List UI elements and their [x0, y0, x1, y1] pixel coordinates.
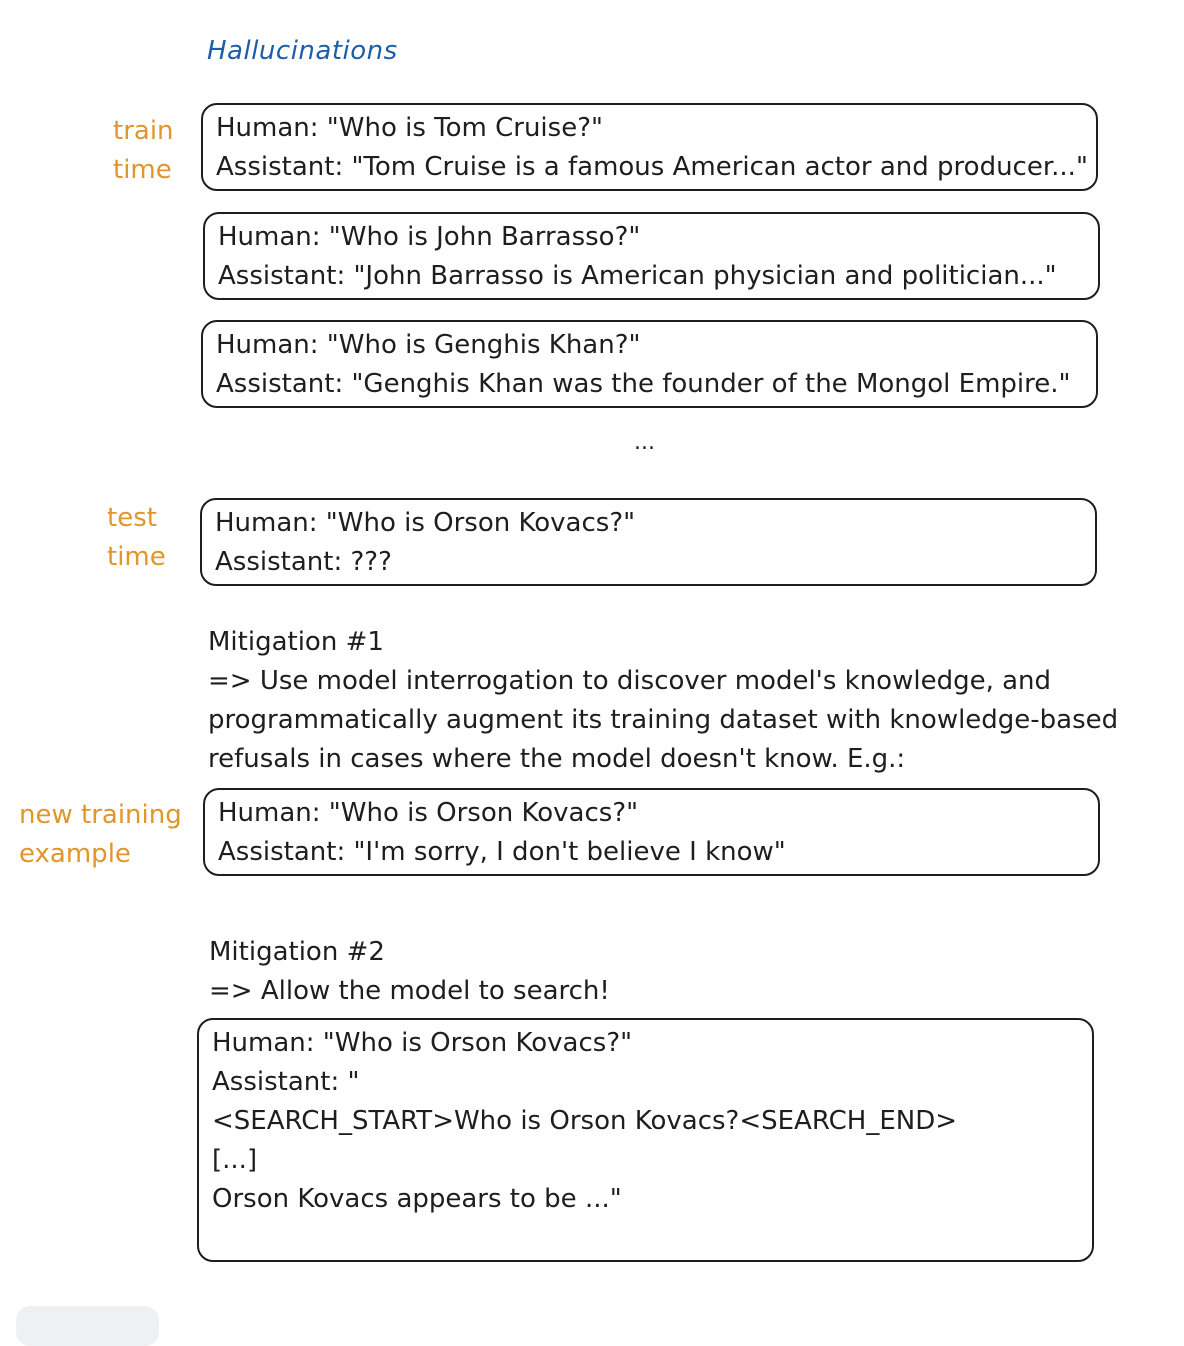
- test-example-box: [200, 498, 1097, 586]
- new-training-example-label: [19, 796, 182, 874]
- more-examples-ellipsis: ...: [634, 430, 655, 455]
- train-time-label-line2: time: [113, 155, 172, 185]
- assistant-line: Assistant: ???: [215, 547, 392, 577]
- train-time-label: [113, 112, 174, 190]
- mitigation-1-line: => Use model interrogation to discover model's knowledge, and: [208, 666, 1052, 696]
- search-example-line: [...]: [212, 1145, 258, 1175]
- search-example-line: Human: "Who is Orson Kovacs?": [212, 1028, 633, 1058]
- assistant-line: Assistant: "I'm sorry, I don't believe I know": [218, 837, 786, 867]
- human-line: Human: "Who is Genghis Khan?": [216, 330, 641, 360]
- mitigation-1-text: [208, 623, 1118, 779]
- test-time-label-line2: time: [107, 542, 166, 572]
- bottom-corner-control[interactable]: [16, 1306, 159, 1346]
- test-time-label-line1: test: [107, 503, 157, 533]
- human-line: Human: "Who is Orson Kovacs?": [215, 508, 636, 538]
- mitigation-2-text: [209, 933, 610, 1011]
- train-example-box-2: [203, 212, 1100, 300]
- human-line: Human: "Who is Orson Kovacs?": [218, 798, 639, 828]
- assistant-line: Assistant: "John Barrasso is American physician and politician...": [218, 261, 1057, 291]
- human-line: Human: "Who is John Barrasso?": [218, 222, 641, 252]
- search-example-line: Assistant: ": [212, 1067, 360, 1097]
- mitigation-2-heading: Mitigation #2: [209, 937, 385, 967]
- search-example-line: <SEARCH_START>Who is Orson Kovacs?<SEARCH_END>: [212, 1106, 957, 1136]
- new-training-example-label-line1: new training: [19, 800, 182, 830]
- new-training-example-label-line2: example: [19, 839, 131, 869]
- mitigation-1-heading: Mitigation #1: [208, 627, 384, 657]
- assistant-line: Assistant: "Tom Cruise is a famous American actor and producer...": [216, 152, 1088, 182]
- search-example-line: Orson Kovacs appears to be ...": [212, 1184, 622, 1214]
- human-line: Human: "Who is Tom Cruise?": [216, 113, 603, 143]
- mitigation-2-subheading: => Allow the model to search!: [209, 976, 610, 1006]
- train-example-box-1: [201, 103, 1098, 191]
- assistant-line: Assistant: "Genghis Khan was the founder of the Mongol Empire.": [216, 369, 1071, 399]
- test-time-label: [107, 499, 166, 577]
- mitigation-1-line: refusals in cases where the model doesn't know. E.g.:: [208, 744, 906, 774]
- search-example-box: [197, 1018, 1094, 1262]
- train-time-label-line1: train: [113, 116, 174, 146]
- new-training-example-box: [203, 788, 1100, 876]
- diagram-title: Hallucinations: [207, 36, 398, 66]
- mitigation-1-line: programmatically augment its training dataset with knowledge-based: [208, 705, 1119, 735]
- train-example-box-3: [201, 320, 1098, 408]
